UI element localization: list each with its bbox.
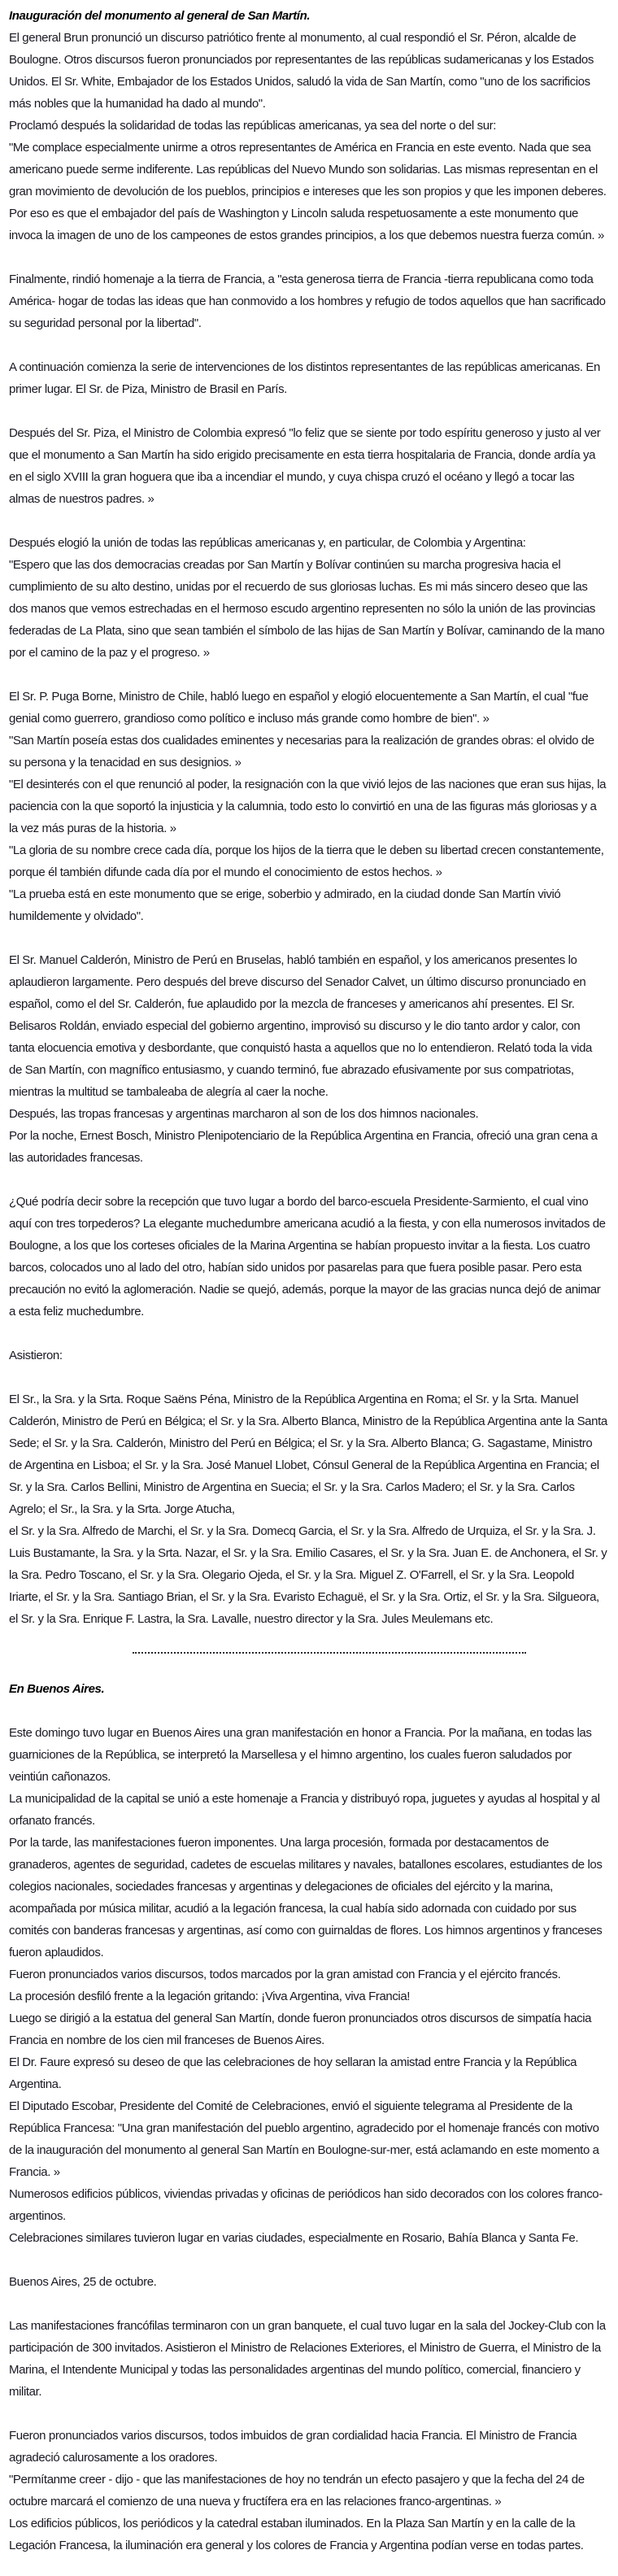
paragraph-buenos-aires-events — [9, 1722, 607, 2249]
text-line: "La gloria de su nombre crece cada día, porque los hijos de la tierra que le deben su libertad crecen constantemente, porque él también difunde cada día por el mundo el conocimiento de estos hechos. » — [9, 843, 604, 879]
text-line: Luego se dirigió a la estatua del general San Martín, donde fueron pronunciados otros discursos de simpatía hacia Francia en nombre de los cien mil franceses de Buenos Aires. — [9, 2012, 592, 2047]
text-line: "Me complace especialmente unirme a otros representantes de América en Francia en este evento. Nada que sea americano puede serme indiferente. Las repúblicas del Nuevo Mundo son solidarias. Las mismas representan en el gran movimiento de devolución de los pueblos, principios e intereses que les son propios y que les imponen deberes. Por eso es que el embajador del país de Washington y Lincoln saluda respetuosamente a este monumento que invoca la imagen de uno de los campeones de estos grandes principios, a los que debemos nuestra fuerza común. » — [9, 141, 607, 242]
text-line: Por la noche, Ernest Bosch, Ministro Plenipotenciario de la República Argentina en Francia, ofreció una gran cena a las autoridades francesas. — [9, 1129, 598, 1165]
paragraph-final-speeches — [9, 2425, 607, 2556]
text-line: El general Brun pronunció un discurso patriótico frente al monumento, al cual respondió el Sr. Péron, alcalde de Boulogne. Otros discursos fueron pronunciados por representantes de las repúblicas sudamericanas y los Estados Unidos. El Sr. White, Embajador de los Estados Unidos, saludó la vida de San Martín, como "uno de los sacrificios más nobles que la humanidad ha dado al mundo". — [9, 31, 594, 111]
paragraph-interventions-intro — [9, 356, 607, 400]
text-line: Fueron pronunciados varios discursos, todos imbuidos de gran cordialidad hacia Francia. El Ministro de Francia agradeció calurosamente a los oradores. — [9, 2429, 577, 2465]
paragraph-homage-france — [9, 268, 607, 334]
paragraph-colombia-minister — [9, 422, 607, 510]
paragraph-reception-ship — [9, 1191, 607, 1323]
text-line: El Sr., la Sra. y la Srta. Roque Saëns Péna, Ministro de la República Argentina en Roma; el Sr. y la Srta. Manuel Calderón, Ministro de Perú en Bélgica; el Sr. y la Sra. Alberto Blanca, Ministro de la República Argentina ante la Santa Sede; el Sr. y la Sra. Calderón, Ministro del Perú en Bélgica; el Sr. y la Sra. Alberto Blanca; G. Sagastame, Ministro de Argentina en Lisboa; el Sr. y la Sra. José Manuel Llobet, Cónsul General de la República Argentina en Francia; el Sr. y la Sra. Carlos Bellini, Ministro de Argentina en Suecia; el Sr. y la Sra. Carlos Madero; el Sr. y la Sra. Carlos Agrelo; el Sr., la Sra. y la Srta. Jorge Atucha, — [9, 1393, 607, 1516]
dotted-separator — [133, 1652, 526, 1654]
text-line: Finalmente, rindió homenaje a la tierra de Francia, a "esta generosa tierra de Francia -tierra republicana como toda América- hogar de todas las ideas que han conmovido a los hombres y refugio de todos aquellos que han sacrificado su seguridad personal por la libertad". — [9, 272, 606, 330]
text-line: Las manifestaciones francófilas terminaron con un gran banquete, el cual tuvo lugar en la sala del Jockey-Club con la participación de 300 invitados. Asistieron el Ministro de Relaciones Exteriores, el Ministro de Guerra, el Ministro de la Marina, el Intendente Municipal y todas las personalidades argentinas del mundo político, comercial, financiero y militar. — [9, 2319, 606, 2399]
paragraph-banquet — [9, 2315, 607, 2403]
text-line: "San Martín poseía estas dos cualidades eminentes y necesarias para la realización de grandes obras: el olvido de su persona y la tenacidad en sus designios. » — [9, 734, 594, 769]
section-heading-buenos-aires — [9, 1678, 607, 1700]
text-line: Por la tarde, las manifestaciones fueron imponentes. Una larga procesión, formada por destacamentos de granaderos, agentes de seguridad, cadetes de escuelas militares y navales, batallones escolares, estudiantes de los colegios nacionales, sociedades francesas y argentinas y delegaciones de oficiales del ejército y la marina, acompañada por música militar, acudió a la legación francesa, la cual había sido adornada con cuidado por sus comités con banderas francesas y argentinas, así como con guirnaldas de flores. Los himnos argentinos y franceses fueron aplaudidos. — [9, 1836, 603, 1959]
text-line: La municipalidad de la capital se unió a este homenaje a Francia y distribuyó ropa, juguetes y ayudas al hospital y al orfanato francés. — [9, 1792, 600, 1828]
paragraph-brun-speech — [9, 27, 607, 246]
text-line: El Dr. Faure expresó su deseo de que las celebraciones de hoy sellaran la amistad entre Francia y la República Argentina. — [9, 2055, 577, 2091]
paragraph-calderon-roldan — [9, 949, 607, 1169]
paragraph-puga-borne — [9, 686, 607, 927]
text-line: El Diputado Escobar, Presidente del Comité de Celebraciones, envió el siguiente telegrama al Presidente de la República Francesa: "Una gran manifestación del pueblo argentino, agradecido por el homenaje francés con motivo de la inauguración del monumento al general San Martín en Boulogne-sur-mer, está aclamando en este momento a Francia. » — [9, 2099, 599, 2179]
text-line: "La prueba está en este monumento que se erige, soberbio y admirado, en la ciudad donde San Martín vivió humildemente y olvidado". — [9, 887, 561, 923]
text-line: ¿Qué podría decir sobre la recepción que tuvo lugar a bordo del barco-escuela Presidente-Sarmiento, el cual vino aquí con tres torpederos? La elegante muchedumbre americana acudió a la fiesta, y con ella numerosos invitados de Boulogne, a los que los corteses oficiales de la Marina Argentina se habían propuesto invitar a la fiesta. Los cuatro barcos, colocados uno al lado del otro, habían sido unidos por pasarelas para que fuera posible pasar. Pero esta precaución no evitó la aglomeración. Nadie se quejó, además, porque la mayor de las gracias nunca dejó de animar a esta feliz muchedumbre. — [9, 1195, 606, 1319]
text-line: Fueron pronunciados varios discursos, todos marcados por la gran amistad con Francia y el ejército francés. — [9, 1968, 561, 1981]
text-line: "Espero que las dos democracias creadas por San Martín y Bolívar continúen su marcha progresiva hacia el cumplimiento de su alto destino, unidas por el recuerdo de sus gloriosas luchas. Es mi más sincero deseo que las dos manos que vemos estrechadas en el hermoso escudo argentino representen no sólo la unión de las provincias federadas de La Plata, sino que sean también el símbolo de las hijas de San Martín y Bolívar, caminando de la mano por el camino de la paz y el progreso. » — [9, 558, 605, 660]
text-line: Los edificios públicos, los periódicos y la catedral estaban iluminados. En la Plaza San Martín y en la calle de la Legación Francesa, la iluminación era general y los colores de Francia y Argentina podían verse en todas partes. — [9, 2517, 584, 2552]
text-line: Numerosos edificios públicos, viviendas privadas y oficinas de periódicos han sido decorados con los colores franco-argentinos. — [9, 2187, 603, 2223]
text-line: Proclamó después la solidaridad de todas las repúblicas americanas, ya sea del norte o del sur: — [9, 119, 497, 133]
text-line: Después, las tropas francesas y argentinas marcharon al son de los dos himnos nacionales. — [9, 1107, 479, 1121]
text-line: El Sr. P. Puga Borne, Ministro de Chile, habló luego en español y elogió elocuentemente a San Martín, el cual "fue genial como guerrero, grandioso como político e incluso más grande como hombre de bien". » — [9, 690, 589, 726]
text-line: "Permítanme creer - dijo - que las manifestaciones de hoy no tendrán un efecto pasajero y que la fecha del 24 de octubre marcará el comienzo de una nueva y fructífera era en las relaciones franco-argentinas. » — [9, 2473, 585, 2508]
text-line: En Buenos Aires. — [9, 1682, 105, 1696]
text-line: La procesión desfiló frente a la legación gritando: ¡Viva Argentina, viva Francia! — [9, 1990, 411, 2003]
paragraph-dateline — [9, 2271, 607, 2293]
paragraph-union-republics — [9, 532, 607, 664]
text-line: Asistieron: — [9, 1349, 63, 1362]
text-line: el Sr. y la Sra. Alfredo de Marchi, el Sr. y la Sra. Domecq Garcia, el Sr. y la Sra. Alfredo de Urquiza, el Sr. y la Sra. J. Luis Bustamante, la Sra. y la Srta. Nazar, el Sr. y la Sra. Emilio Casares, el Sr. y la Sra. Juan E. de Anchonera, el Sr. y la Sra. Pedro Toscano, el Sr. y la Sra. Olegario Ojeda, el Sr. y la Sra. Miguel Z. O'Farrell, el Sr. y la Sra. Leopold Iriarte, el Sr. y la Sra. Santiago Brian, el Sr. y la Sra. Evaristo Echaguë, el Sr. y la Sra. Ortiz, el Sr. y la Sra. Silgueora, el Sr. y la Sra. Enrique F. Lastra, la Sra. Lavalle, nuestro director y la Sra. Jules Meulemans etc. — [9, 1524, 607, 1626]
text-line: A continuación comienza la serie de intervenciones de los distintos representantes de las repúblicas americanas. En primer lugar. El Sr. de Piza, Ministro de Brasil en París. — [9, 360, 600, 396]
document-title: Inauguración del monumento al general de San Martín. — [9, 9, 311, 23]
text-line: Después del Sr. Piza, el Ministro de Colombia expresó "lo feliz que se siente por todo espíritu generoso y justo al ver que el monumento a San Martín ha sido erigido precisamente en esta tierra hospitalaria de Francia, donde ardía ya en el siglo XVIII la gran hoguera que iba a incendiar el mundo, y cuya chispa cruzó el océano y llegó a tocar las almas de nuestros padres. » — [9, 426, 601, 506]
text-line: Buenos Aires, 25 de octubre. — [9, 2275, 157, 2289]
text-line: "El desinterés con el que renunció al poder, la resignación con la que vivió lejos de las naciones que eran sus hijas, la paciencia con la que soportó la injusticia y la calumnia, todo esto lo convirtió en una de las figuras más gloriosas y a la vez más puras de la historia. » — [9, 778, 607, 835]
paragraph-attendee-list — [9, 1388, 607, 1630]
text-line: Este domingo tuvo lugar en Buenos Aires una gran manifestación en honor a Francia. Por la mañana, en todas las guarniciones de la República, se interpretó la Marsellesa y el himno argentino, los cuales fueron saludados por veintiún cañonazos. — [9, 1726, 592, 1784]
paragraph-attended-label — [9, 1345, 607, 1366]
text-line: Celebraciones similares tuvieron lugar en varias ciudades, especialmente en Rosario, Bahía Blanca y Santa Fe. — [9, 2231, 579, 2245]
text-line: Después elogió la unión de todas las repúblicas americanas y, en particular, de Colombia y Argentina: — [9, 536, 526, 550]
text-line: El Sr. Manuel Calderón, Ministro de Perú en Bruselas, habló también en español, y los americanos presentes lo aplaudieron largamente. Pero después del breve discurso del Senador Calvet, un último discurso pronunciado en español, como el del Sr. Calderón, fue aplaudido por la mezcla de franceses y americanos ahí presentes. El Sr. Belisaros Roldán, enviado especial del gobierno argentino, improvisó su discurso y le dio tanto ardor y calor, con tanta elocuencia emotiva y desbordante, que conquistó hasta a aquellos que no lo entendieron. Relató toda la vida de San Martín, con magnífico entusiasmo, y cuando terminó, fue abrazado efusivamente por sus compatriotas, mientras la multitud se tambaleaba de alegría al caer la noche. — [9, 953, 593, 1099]
